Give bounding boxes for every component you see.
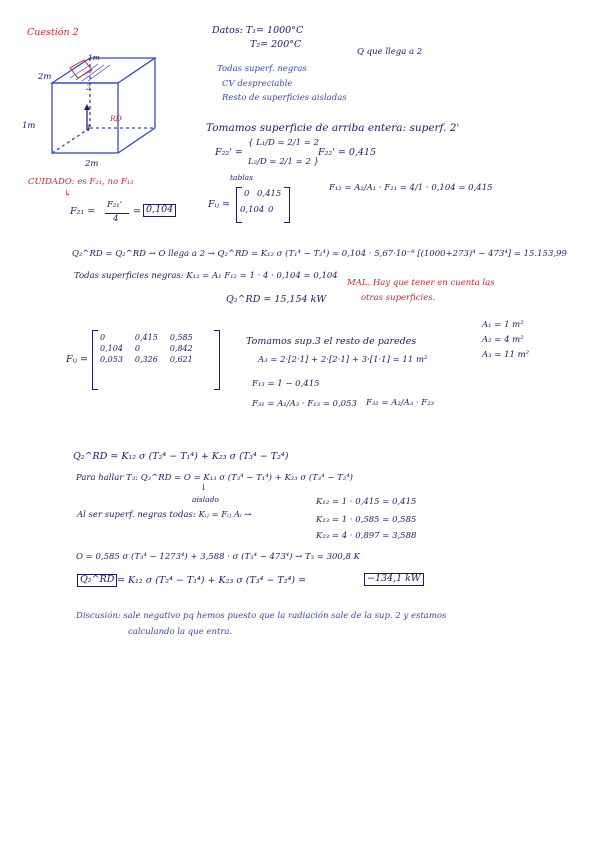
dim-left-top: 2m [38,72,52,82]
k13-value: K₁₃ = 1 · 0,585 = 0,585 [316,515,417,525]
cuidado-arrow: ↳ [64,189,72,199]
fij-big-r1c2: 0,415 [134,333,158,342]
f13-eq: F₁₃ = 1 − 0,415 [252,379,320,389]
fij-small-r1c1: 0 [244,189,250,199]
a2-value: A₂ = 4 m² [482,335,524,345]
final-lhs: Q₂^RD [77,574,117,587]
negras-line: Todas superficies negras: K₁₂ = A₁ F₁₂ = 1 · 4 · 0,104 = 0,104 [74,271,338,281]
box-diagram [30,50,170,160]
fij-big-r3c2: 0,326 [134,355,158,364]
t3-eq: O = 0,585 σ (T₃⁴ − 1273⁴) + 3,588 · σ (T₃⁴ − 473⁴) → T₃ = 300,8 K [76,552,360,562]
aislado-label: aislado [192,495,219,504]
dim-left: 1m [22,121,36,131]
note-cv: CV despreciable [222,79,293,89]
tomamos-sup-text: Tomamos superficie de arriba entera: superf. 2' [206,122,460,134]
hallar-arrow: ↓ [200,483,208,493]
tomamos-sup3: Tomamos sup.3 el resto de paredes [246,336,417,347]
discusion-line1: Discusión: sale negativo pq hemos puesto que la radiación sale de la sup. 2 y estamos [76,611,447,621]
f12-eq: F₁₂ = A₂/A₁ · F₂₁ = 4/1 · 0,104 = 0,415 [329,183,493,193]
fij-small-r2c1: 0,104 [240,205,265,215]
cuidado-note: CUIDADO: es F₂₁, no F₁₂ [28,177,134,187]
dim-bottom: 2m [85,159,99,169]
tablas-label: tablas [230,173,254,182]
k12-value: K₁₂ = 1 · 0,415 = 0,415 [316,497,417,507]
fij-big-r3c3: 0,621 [169,355,193,364]
k23-value: K₂₃ = 4 · 0,897 = 3,588 [316,531,417,541]
f21-lhs: F₂₁ = [70,206,96,217]
fij-big-r2c1: 0,104 [100,344,123,353]
hallar-line: Para hallar T₃: Q₃^RD = O = K₁₃ σ (T₃⁴ − T₁⁴) + K₂₃ σ (T₃⁴ − T₂⁴) [76,473,353,483]
datos-line2: T₂= 200°C [250,39,302,50]
label-rd: RD [110,114,122,123]
label-surface-2: 2 [86,83,91,92]
f22-result: F₂₂' = 0,415 [318,147,377,158]
note-negras: Todas superf. negras [217,64,307,74]
discusion-line2: calculando la que entra. [128,627,233,637]
mal-note-2: otras superficies. [361,293,436,303]
mal-note-1: MAL. Hay que tener en cuenta las [347,278,495,288]
dim-top: 1m [88,53,100,62]
f21-den: 4 [113,214,119,224]
fij-small-r2c2: 0 [268,205,274,215]
q-eq2: Q₂^RD = K₁₂ σ (T₂⁴ − T₁⁴) + K₂₃ σ (T₃⁴ − T₂⁴) [73,451,289,462]
q-eq1: Q₂^RD = Q₂^RD → O llega a 2 → Q₂^RD = K₁₂ σ (T₁⁴ − T₂⁴) = 0,104 · 5,67·10⁻⁸ [(1000+273)⁴ − 473⁴] = 15.153,99 [72,249,567,259]
final-result: −134,1 kW [364,573,424,586]
f31-eq: F₃₁ = A₁/A₃ · F₁₃ = 0,053 [252,399,357,409]
fij-big-r1c3: 0,585 [169,333,193,342]
fij-big-r3c1: 0,053 [100,355,123,364]
q-result: Q₂^RD = 15,154 kW [226,294,327,305]
note-aisladas: Resto de superficies aisladas [222,93,347,103]
fij-big-r2c2: 0 [134,344,140,353]
k-intro: Al ser superf. negras todas: Kᵢⱼ = Fᵢⱼ Aᵢ → [77,510,252,520]
fij-big-r1c1: 0 [100,333,106,342]
q-label: Q que llega a 2 [357,47,423,57]
f22-label: F₂₂' = [215,147,243,158]
fij-big-matrix [94,332,199,365]
fij-big-label: Fᵢⱼ = [66,354,88,365]
f22-row2: L₂/D = 2/1 = 2 } [248,157,319,167]
f22-row1: { L₁/D = 2/1 = 2 [248,138,319,148]
page-title: Cuestión 2 [27,27,79,38]
final-mid: = K₁₂ σ (T₂⁴ − T₁⁴) + K₂₃ σ (T₃⁴ − T₂⁴) = [117,575,307,586]
f21-result: 0,104 [143,204,176,217]
f32-eq: F₃₂ = A₂/A₃ · F₂₃ [366,398,435,408]
a3-eq: A₃ = 2·[2·1] + 2·[2·1] + 3·[1·1] = 11 m² [258,355,428,365]
a3-short: A₃ = 11 m² [482,350,530,360]
fij-big-r2c3: 0,842 [169,344,193,353]
fij-small-label: Fᵢⱼ = [208,199,230,210]
f21-num: F₂₁' [107,200,123,210]
label-surface-1: 1 [86,124,92,134]
datos-line1: Datos: T₁= 1000°C [212,25,304,36]
fij-small-r1c2: 0,415 [257,189,282,199]
a1-value: A₁ = 1 m² [482,320,524,330]
